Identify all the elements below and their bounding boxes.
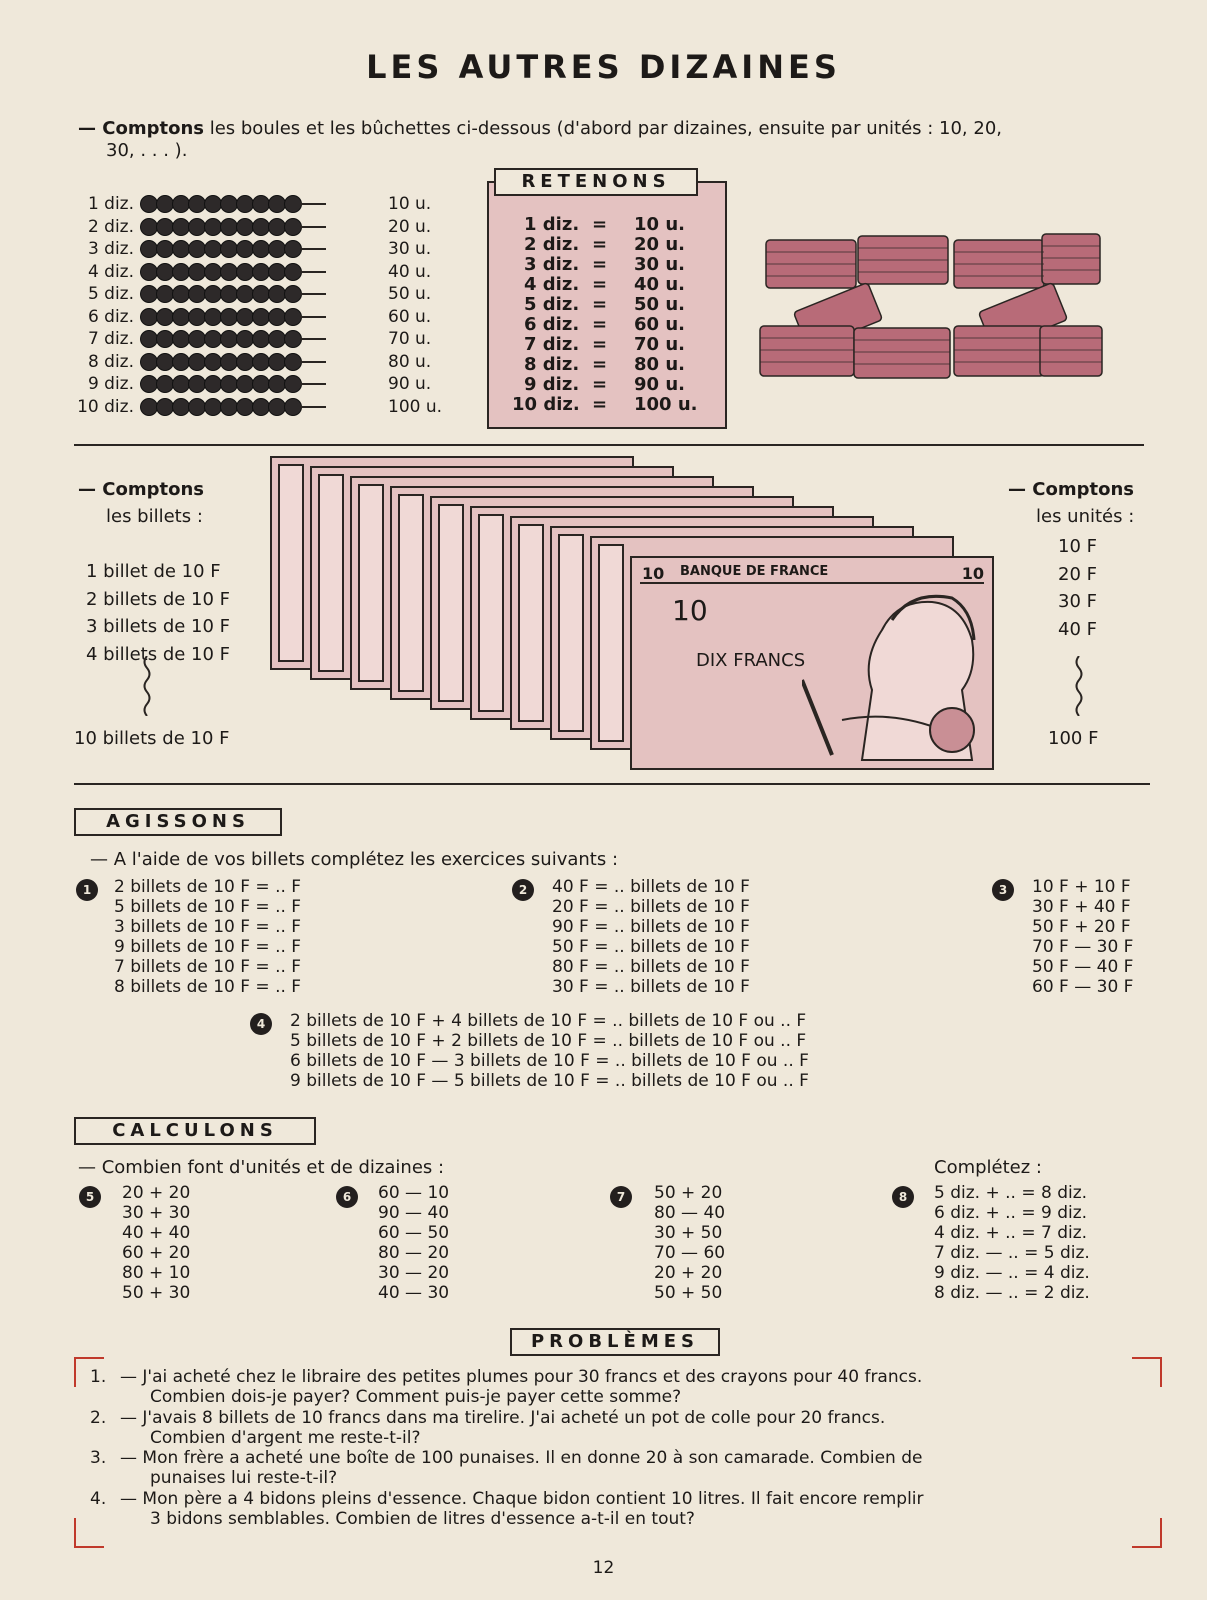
retenons-units: 20 u.: [634, 234, 685, 255]
retenons-units: 70 u.: [634, 334, 685, 355]
abacus-wire: [300, 383, 326, 385]
retenons-equals: =: [592, 374, 608, 395]
agissons-instruction: — A l'aide de vos billets complétez les exercices suivants :: [90, 849, 619, 870]
exercise-line: 8 diz. — .. = 2 diz.: [934, 1283, 1090, 1303]
banknote-bank-name: BANQUE DE FRANCE: [680, 564, 829, 579]
stick-bundle: [1040, 326, 1102, 376]
corner-mark: [74, 1518, 104, 1548]
banknote-corner-left: 10: [642, 564, 665, 583]
exercise-line: 30 + 30: [122, 1203, 191, 1223]
abacus-row: [70, 261, 432, 283]
abacus-row-label: 8 diz.: [87, 351, 134, 372]
wavy-ellipsis-icon: [1072, 656, 1086, 716]
retenons-row: [512, 294, 712, 314]
banknote-edge: [558, 534, 584, 732]
retenons-diz: 3 diz.: [524, 254, 580, 275]
wavy-ellipsis-icon: [140, 656, 154, 716]
exercise-6: [378, 1183, 449, 1303]
abacus-row-value: 80 u.: [388, 351, 432, 372]
billets-left-item: 3 billets de 10 F: [86, 616, 231, 637]
exercise-line: 5 billets de 10 F = .. F: [114, 897, 302, 917]
abacus-wire: [300, 406, 326, 408]
exercise-line: 80 F = .. billets de 10 F: [552, 957, 750, 977]
billets-right-item: 20 F: [1058, 563, 1097, 585]
abacus-wire: [300, 316, 326, 318]
intro-cont: 30, . . . ).: [106, 140, 188, 161]
abacus-row-label: 10 diz.: [77, 396, 134, 417]
exercise-line: 30 F + 40 F: [1032, 897, 1131, 917]
stick-bundle: [760, 326, 854, 376]
abacus-row: [70, 283, 432, 305]
exercise-line: 80 — 40: [654, 1203, 726, 1223]
banknote-edge: [398, 494, 424, 692]
abacus-row-label: 4 diz.: [87, 261, 134, 282]
retenons-equals: =: [592, 214, 608, 235]
retenons-equals: =: [592, 334, 608, 355]
exercise-line: 50 F + 20 F: [1032, 917, 1131, 937]
retenons-row: [512, 334, 712, 354]
retenons-diz: 4 diz.: [524, 274, 580, 295]
abacus-row: [70, 351, 432, 373]
bead-string: [140, 218, 326, 236]
bead-string: [140, 375, 326, 393]
stick-bundle: [954, 326, 1044, 376]
abacus-row-label: 1 diz.: [87, 194, 134, 214]
exercise-7: [654, 1183, 725, 1303]
abacus-wire: [300, 226, 326, 228]
intro-lead: — Comptons: [78, 118, 204, 139]
banknote-edge: [278, 464, 304, 662]
peasant-woman-illustration: [802, 580, 987, 765]
exercise-2: [552, 877, 750, 997]
retenons-diz: 1 diz.: [524, 214, 580, 235]
abacus-row-label: 9 diz.: [87, 374, 134, 394]
exercise-line: 30 + 50: [654, 1223, 723, 1243]
abacus-wire: [300, 248, 326, 250]
retenons-diz: 7 diz.: [524, 334, 580, 355]
retenons-units: 60 u.: [634, 314, 685, 335]
exercise-line: 50 F = .. billets de 10 F: [552, 937, 750, 957]
billets-left-lead: — Comptons: [78, 479, 204, 500]
exercise-line: 9 diz. — .. = 4 diz.: [934, 1263, 1090, 1283]
retenons-row: [512, 314, 712, 334]
exercise-line: 10 F + 10 F: [1032, 877, 1131, 897]
abacus-wire: [300, 361, 326, 363]
retenons-units: 90 u.: [634, 374, 685, 395]
exercise-line: 8 billets de 10 F = .. F: [114, 977, 302, 997]
exercise-number-badge: 2: [512, 879, 534, 901]
exercise-line: 60 F — 30 F: [1032, 977, 1134, 997]
exercise-line: 3 billets de 10 F = .. F: [114, 917, 302, 937]
billets-right-lead: — Comptons: [1008, 479, 1134, 500]
exercise-line: 7 billets de 10 F = .. F: [114, 957, 302, 977]
abacus-wire: [300, 338, 326, 340]
retenons-equals: =: [592, 274, 608, 295]
banknote-edge: [438, 504, 464, 702]
exercise-line: 9 billets de 10 F — 5 billets de 10 F = .. billets de 10 F ou .. F: [290, 1071, 809, 1091]
abacus-row-value: 30 u.: [388, 239, 432, 259]
problem-number: 1.: [90, 1367, 107, 1387]
exercise-line: 90 — 40: [378, 1203, 450, 1223]
abacus-row-label: 7 diz.: [87, 329, 134, 349]
exercise-line: 40 — 30: [378, 1283, 450, 1303]
exercise-line: 2 billets de 10 F = .. F: [114, 877, 302, 897]
banknote-value: 10: [672, 594, 708, 627]
problem-number: 3.: [90, 1448, 107, 1468]
problem-text: — J'avais 8 billets de 10 francs dans ma tirelire. J'ai acheté un pot de colle pour 20 francs.: [120, 1407, 886, 1428]
problem-text-cont: Combien d'argent me reste-t-il?: [150, 1427, 421, 1448]
abacus-wire: [300, 203, 326, 205]
exercise-line: 50 + 20: [654, 1183, 723, 1203]
stick-bundle: [1042, 234, 1100, 284]
completez-label: Complétez :: [934, 1157, 1042, 1178]
exercise-line: 4 diz. + .. = 7 diz.: [934, 1223, 1088, 1243]
billets-right-item: 40 F: [1058, 618, 1097, 640]
intro-rest: les boules et les bûchettes ci-dessous (d'abord par dizaines, ensuite par unités : 10, 20,: [203, 118, 1002, 139]
retenons-diz: 2 diz.: [524, 234, 580, 255]
divider: [74, 783, 1150, 785]
exercise-number-badge: 7: [610, 1186, 632, 1208]
retenons-row: [512, 374, 712, 394]
retenons-row: [512, 234, 712, 254]
page-number: 12: [592, 1558, 615, 1578]
banknote-corner-right: 10: [961, 564, 984, 583]
problem-number: 2.: [90, 1407, 107, 1428]
exercise-line: 60 — 50: [378, 1223, 450, 1243]
retenons-diz: 9 diz.: [524, 374, 580, 395]
banknote-edge: [518, 524, 544, 722]
abacus-wire: [300, 271, 326, 273]
exercise-line: 30 F = .. billets de 10 F: [552, 977, 750, 997]
retenons-units: 100 u.: [634, 394, 698, 415]
exercise-line: 20 F = .. billets de 10 F: [552, 897, 750, 917]
retenons-units: 40 u.: [634, 274, 685, 295]
exercise-line: 80 — 20: [378, 1243, 450, 1263]
retenons-diz: 8 diz.: [524, 354, 580, 375]
billets-right-last: 100 F: [1048, 728, 1099, 749]
abacus-row-value: 70 u.: [388, 329, 432, 349]
exercise-line: 2 billets de 10 F + 4 billets de 10 F = .. billets de 10 F ou .. F: [290, 1011, 807, 1031]
bead-string: [140, 398, 326, 416]
stick-bundle: [854, 328, 950, 378]
exercise-line: 60 + 20: [122, 1243, 191, 1263]
exercise-line: 90 F = .. billets de 10 F: [552, 917, 750, 937]
exercise-number-badge: 6: [336, 1186, 358, 1208]
exercise-line: 6 diz. + .. = 9 diz.: [934, 1203, 1088, 1223]
agissons-heading: AGISSONS: [74, 808, 282, 836]
abacus-row: [70, 306, 432, 328]
retenons-equals: =: [592, 354, 608, 375]
problem-number: 4.: [90, 1488, 107, 1509]
retenons-row: [512, 354, 712, 374]
exercise-line: 6 billets de 10 F — 3 billets de 10 F = .. billets de 10 F ou .. F: [290, 1051, 809, 1071]
intro-text: [78, 118, 1138, 139]
retenons-diz: 5 diz.: [524, 294, 580, 315]
bead-string: [140, 285, 326, 303]
banknote-edge: [478, 514, 504, 712]
billets-right-item: 30 F: [1058, 591, 1097, 612]
abacus-row-value: 50 u.: [388, 284, 432, 304]
calculons-heading: CALCULONS: [74, 1117, 316, 1145]
abacus-row-value: 100 u.: [388, 396, 443, 417]
problem-text: — Mon père a 4 bidons pleins d'essence. Chaque bidon contient 10 litres. Il fait encore remplir: [120, 1488, 924, 1509]
abacus-row-value: 20 u.: [388, 216, 432, 237]
exercise-number-badge: 8: [892, 1186, 914, 1208]
exercise-line: 70 — 60: [654, 1243, 726, 1263]
exercise-line: 50 + 50: [654, 1283, 723, 1303]
exercise-5: [122, 1183, 190, 1303]
abacus-row-label: 5 diz.: [87, 284, 134, 304]
billets-left-item: 2 billets de 10 F: [86, 588, 231, 610]
abacus-row-value: 90 u.: [388, 374, 432, 394]
abacus-row: [70, 193, 432, 215]
billets-left-sub: les billets :: [106, 506, 203, 527]
billets-left-last: 10 billets de 10 F: [74, 728, 230, 749]
retenons-row: [512, 254, 712, 274]
abacus-row: [70, 238, 432, 260]
retenons-row: [512, 214, 712, 234]
exercise-line: 40 + 40: [122, 1223, 191, 1243]
billets-left-item: 4 billets de 10 F: [86, 643, 231, 665]
abacus-row: [70, 396, 443, 418]
billets-right-sub: les unités :: [1036, 506, 1135, 527]
retenons-equals: =: [592, 234, 608, 255]
exercise-3: [1032, 877, 1133, 997]
exercise-line: 20 + 20: [654, 1263, 723, 1283]
retenons-equals: =: [592, 294, 608, 315]
retenons-units: 50 u.: [634, 294, 685, 315]
retenons-diz: 10 diz.: [512, 394, 580, 415]
banknote-edge: [598, 544, 624, 742]
retenons-units: 30 u.: [634, 254, 685, 275]
abacus-row: [70, 216, 432, 238]
retenons-units: 10 u.: [634, 214, 685, 235]
problem-text-cont: Combien dois-je payer? Comment puis-je payer cette somme?: [150, 1387, 682, 1407]
abacus-row-label: 3 diz.: [87, 239, 134, 259]
abacus-row-label: 2 diz.: [87, 216, 134, 237]
retenons-row: [512, 274, 712, 294]
exercise-line: 7 diz. — .. = 5 diz.: [934, 1243, 1090, 1263]
bead-string: [140, 353, 326, 371]
exercise-line: 80 + 10: [122, 1263, 191, 1283]
banknote-front: [630, 556, 994, 770]
abacus-row: [70, 373, 432, 395]
bead-string: [140, 263, 326, 281]
exercise-8: [934, 1183, 1090, 1303]
retenons-units: 80 u.: [634, 354, 685, 375]
abacus-row: [70, 328, 432, 350]
bundles-of-sticks-illustration: [758, 218, 1108, 388]
problem-text-cont: punaises lui reste-t-il?: [150, 1468, 338, 1488]
exercise-line: 70 F — 30 F: [1032, 937, 1134, 957]
abacus-row-value: 10 u.: [388, 194, 432, 214]
exercise-number-badge: 3: [992, 879, 1014, 901]
page-title: LES AUTRES DIZAINES: [366, 48, 841, 86]
bead-string: [140, 195, 326, 213]
exercise-line: 60 — 10: [378, 1183, 450, 1203]
retenons-equals: =: [592, 314, 608, 335]
abacus-row-label: 6 diz.: [87, 306, 134, 327]
abacus-row-value: 40 u.: [388, 261, 432, 282]
exercise-number-badge: 5: [79, 1186, 101, 1208]
divider: [74, 444, 1144, 446]
exercise-line: 20 + 20: [122, 1183, 191, 1203]
bead-string: [140, 308, 326, 326]
exercise-line: 30 — 20: [378, 1263, 450, 1283]
exercise-line: 9 billets de 10 F = .. F: [114, 937, 302, 957]
calculons-instruction: — Combien font d'unités et de dizaines :: [78, 1157, 445, 1178]
exercise-1: [114, 877, 301, 997]
problem-text: — J'ai acheté chez le libraire des petites plumes pour 30 francs et des crayons pour 40 francs.: [120, 1367, 923, 1387]
retenons-heading: RETENONS: [494, 168, 698, 196]
banknote-edge: [318, 474, 344, 672]
exercise-number-badge: 4: [250, 1013, 272, 1035]
exercise-line: 50 + 30: [122, 1283, 191, 1303]
banknote-edge: [358, 484, 384, 682]
retenons-equals: =: [592, 254, 608, 275]
exercise-4: [290, 1011, 809, 1091]
billets-left-item: 1 billet de 10 F: [86, 561, 221, 582]
bead-string: [140, 240, 326, 258]
problem-text: — Mon frère a acheté une boîte de 100 punaises. Il en donne 20 à son camarade. Combien de: [120, 1448, 923, 1468]
exercise-line: 50 F — 40 F: [1032, 957, 1134, 977]
abacus-row-value: 60 u.: [388, 306, 432, 327]
billets-right-item: 10 F: [1058, 536, 1097, 557]
retenons-row: [512, 394, 712, 414]
bead-string: [140, 330, 326, 348]
exercise-line: 40 F = .. billets de 10 F: [552, 877, 750, 897]
abacus-wire: [300, 293, 326, 295]
exercise-number-badge: 1: [76, 879, 98, 901]
problem-text-cont: 3 bidons semblables. Combien de litres d'essence a-t-il en tout?: [150, 1508, 695, 1529]
retenons-diz: 6 diz.: [524, 314, 580, 335]
banknote-text: DIX FRANCS: [696, 650, 806, 671]
problemes-heading: PROBLÈMES: [510, 1328, 720, 1356]
exercise-line: 5 billets de 10 F + 2 billets de 10 F = .. billets de 10 F ou .. F: [290, 1031, 807, 1051]
retenons-equals: =: [592, 394, 608, 415]
exercise-line: 5 diz. + .. = 8 diz.: [934, 1183, 1088, 1203]
